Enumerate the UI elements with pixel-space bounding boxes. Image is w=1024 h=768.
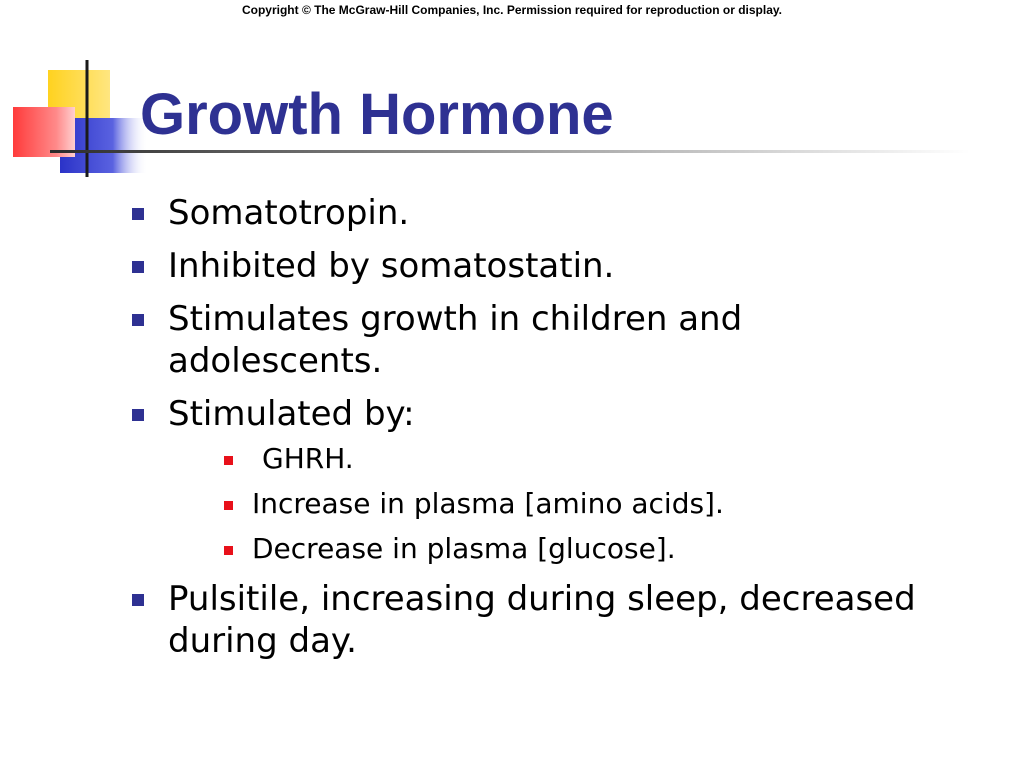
sub-bullet-item (206, 531, 1010, 567)
sub-bullet-square-icon (224, 501, 233, 510)
bullet-square-icon (132, 261, 144, 273)
copyright-notice: Copyright © The McGraw-Hill Companies, Inc. Permission required for reproduction or display. (241, 3, 783, 17)
bullet-square-icon (132, 594, 144, 606)
sub-bullet-text: Increase in plasma [amino acids]. (252, 487, 724, 520)
sub-bullet-square-icon (224, 546, 233, 555)
sub-bullet-text: Decrease in plasma [glucose]. (252, 532, 676, 565)
bullet-item (130, 245, 1010, 287)
bullet-text: Inhibited by somatostatin. (168, 246, 615, 286)
bullet-text: Pulsitile, increasing during sleep, decreased during day. (168, 579, 916, 661)
bullet-square-icon (132, 208, 144, 220)
sub-bullet-list (168, 441, 1010, 567)
bullet-list (130, 192, 1010, 673)
bullet-item (130, 393, 1010, 567)
sub-bullet-item (206, 441, 1010, 477)
title-underline (50, 150, 970, 153)
sub-bullet-square-icon (224, 456, 233, 465)
sub-bullet-text: GHRH. (262, 442, 354, 475)
bullet-item (130, 192, 1010, 234)
bullet-square-icon (132, 409, 144, 421)
bullet-text: Stimulated by: (168, 394, 415, 434)
bullet-text: Somatotropin. (168, 193, 410, 233)
decorative-logo-graphic (10, 55, 150, 180)
bullet-square-icon (132, 314, 144, 326)
bullet-item (130, 298, 788, 382)
bullet-text: Stimulates growth in children and adolescents. (168, 299, 743, 381)
bullet-item (130, 578, 968, 662)
sub-bullet-item (206, 486, 1010, 522)
slide-title: Growth Hormone (140, 82, 614, 147)
